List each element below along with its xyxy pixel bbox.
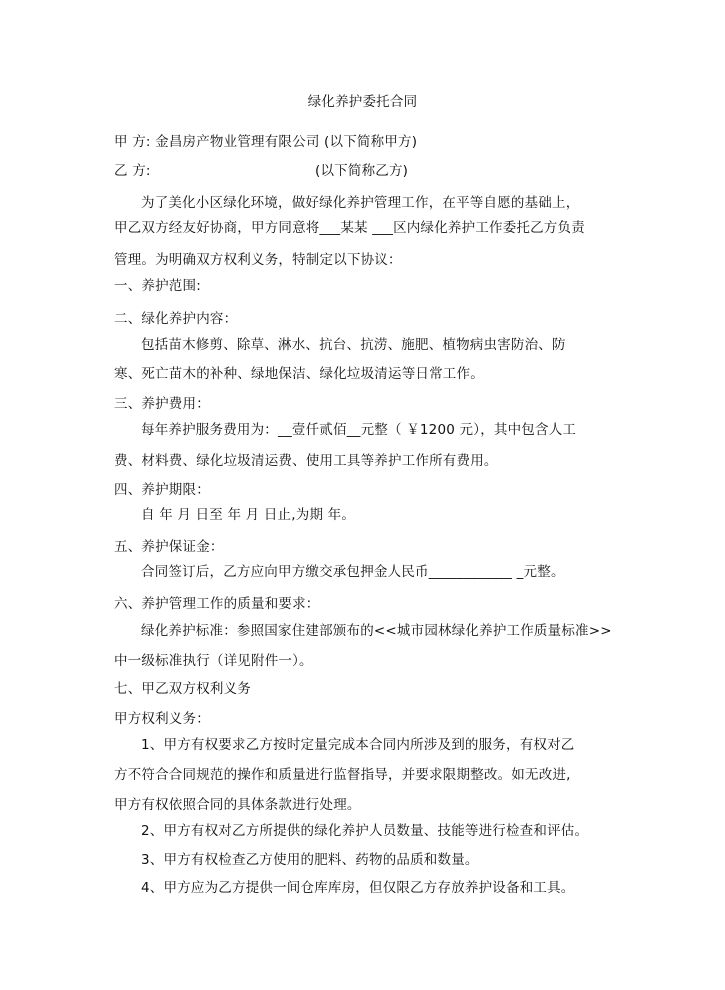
section-2-heading: 二、绿化养护内容： [114, 311, 238, 327]
section-4-heading: 四、养护期限： [114, 482, 210, 498]
party-a-item-1-line-3: 甲方有权依照合同的具体条款进行处理。 [114, 797, 361, 813]
section-6-heading: 六、养护管理工作的质量和要求： [114, 596, 320, 612]
section-7-subheading: 甲方权利义务： [114, 711, 210, 727]
intro-line-3: 管理。为明确双方权利义务，特制定以下协议： [114, 252, 402, 268]
intro-line-2: 甲乙双方经友好协商，甲方同意将___某某 ___区内绿化养护工作委托乙方负责 [114, 220, 585, 236]
section-7-heading: 七、甲乙双方权利义务 [114, 681, 251, 697]
section-1-heading: 一、养护范围: [114, 278, 201, 294]
section-5-heading: 五、养护保证金： [114, 539, 224, 555]
section-3-line-2: 费、材料费、绿化垃圾清运费、使用工具等养护工作所有费用。 [114, 453, 498, 469]
document-title: 绿化养护委托合同 [307, 94, 418, 110]
party-b-label: 乙 方: [114, 163, 151, 179]
section-3-line-1: 每年养护服务费用为：__壹仟贰佰__元整（ ￥1200 元），其中包含人工 [141, 422, 577, 438]
section-5-body: 合同签订后，乙方应向甲方缴交承包押金人民币____________ _元整。 [141, 564, 565, 580]
section-3-heading: 三、养护费用： [114, 396, 210, 412]
party-a-item-1-line-1: 1、甲方有权要求乙方按时定量完成本合同内所涉及到的服务，有权对乙 [141, 737, 575, 753]
section-2-line-2: 寒、死亡苗木的补种、绿地保洁、绿化垃圾清运等日常工作。 [114, 366, 484, 382]
intro-line-1: 为了美化小区绿化环境，做好绿化养护管理工作，在平等自愿的基础上， [141, 195, 580, 211]
section-2-line-1: 包括苗木修剪、除草、淋水、抗台、抗涝、施肥、植物病虫害防治、防 [141, 337, 566, 353]
party-a-item-2: 2、甲方有权对乙方所提供的绿化养护人员数量、技能等进行检查和评估。 [141, 823, 589, 839]
section-6-line-1: 绿化养护标准：参照国家住建部颁布的<<城市园林绿化养护工作质量标准>> [141, 623, 612, 639]
section-6-line-2: 中一级标准执行（详见附件一）。 [114, 653, 313, 669]
party-a-item-1-line-2: 方不符合合同规范的操作和质量进行监督指导，并要求限期整改。如无改进, [114, 767, 571, 783]
section-4-body: 自 年 月 日至 年 月 日止,为期 年。 [141, 507, 356, 523]
party-a-item-4: 4、甲方应为乙方提供一间仓库库房，但仅限乙方存放养护设备和工具。 [141, 880, 575, 896]
party-a-line: 甲 方: 金昌房产物业管理有限公司 (以下简称甲方) [114, 134, 418, 150]
party-a-item-3: 3、甲方有权检查乙方使用的肥料、药物的品质和数量。 [141, 852, 479, 868]
party-b-note: (以下简称乙方) [315, 163, 409, 179]
